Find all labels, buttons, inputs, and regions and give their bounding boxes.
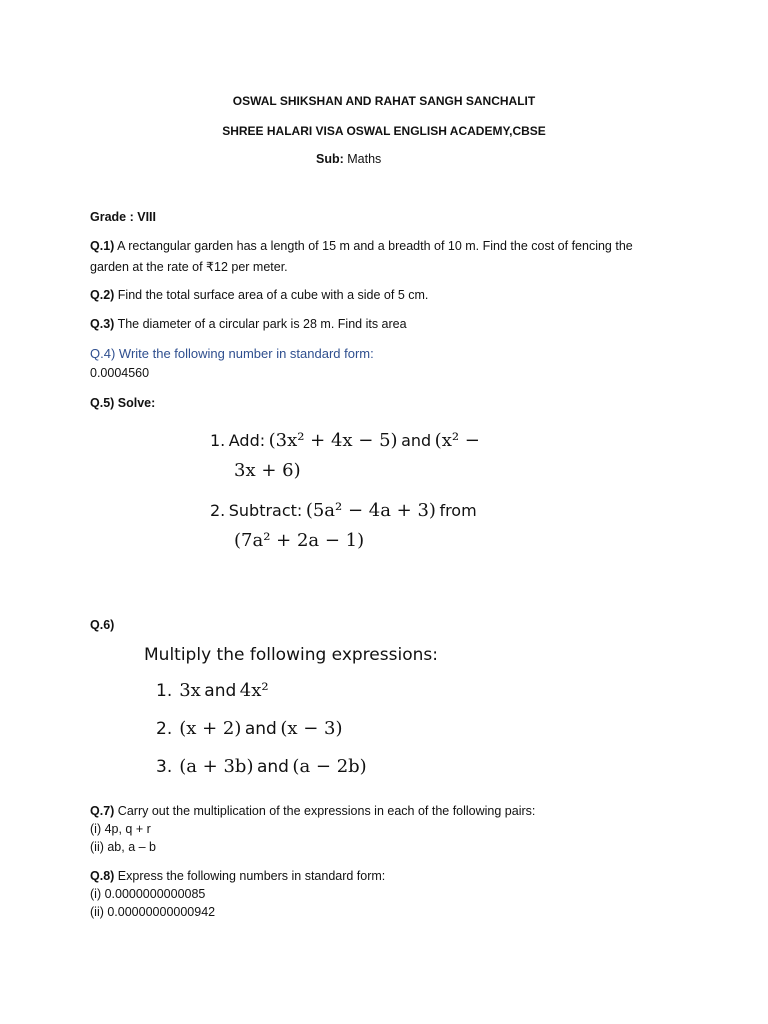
q1-text-line2: garden at the rate of ₹12 per meter. [90,260,288,274]
q6-item-2-conj: and [244,719,277,739]
q6-item-2-number: 2. [156,719,173,739]
q5-item-2-number: 2. [210,501,226,520]
q6-item-1 [156,680,269,701]
q6-title: Multiply the following expressions: [144,645,438,665]
subject-line [316,152,381,166]
q7-number: Q.7) [90,804,115,818]
q5-item-2-line1 [210,500,477,521]
q5-item-1-expr2a: (x² − [434,430,480,451]
school-name: SHREE HALARI VISA OSWAL ENGLISH ACADEMY,CBSE [222,124,546,138]
q6-item-3 [156,756,367,777]
q3-text: The diameter of a circular park is 28 m. Find its area [117,317,407,331]
q5-item-1-number: 1. [210,431,226,450]
q5-item-2-expr2: (7a² + 2a − 1) [234,530,365,551]
grade-label: Grade : VIII [90,210,156,224]
question-7 [90,804,535,818]
q5-item-1-conj: and [401,431,432,450]
question-3 [90,317,407,331]
question-4 [90,346,374,361]
q1-text-line1: A rectangular garden has a length of 15 m and a breadth of 10 m. Find the cost of fencing the [117,239,633,253]
q6-item-3-conj: and [256,757,289,777]
q6-expressions-image [140,640,520,790]
q8-number: Q.8) [90,869,115,883]
q1-number: Q.1) [90,239,115,253]
q6-item-2 [156,718,343,739]
school-trust-name: OSWAL SHIKSHAN AND RAHAT SANGH SANCHALIT [232,94,536,108]
question-8 [90,869,385,883]
subject-label: Sub: [316,152,344,166]
q6-item-2-b: (x − 3) [280,718,343,739]
q3-number: Q.3) [90,317,115,331]
subject-value: Maths [347,152,382,166]
q6-number: Q.6) [90,618,115,632]
q8-part-2: (ii) 0.00000000000942 [90,905,216,919]
q8-part-1: (i) 0.0000000000085 [90,887,206,901]
q5-item-1-expr2b: 3x + 6) [234,460,301,481]
q5-number: Q.5) Solve: [90,396,156,410]
q7-part-1: (i) 4p, q + r [90,822,151,836]
q6-item-1-a: 3x [179,680,201,701]
q2-number: Q.2) [90,288,115,302]
q5-item-1-line1 [210,430,480,451]
q6-item-1-b: 4x² [239,680,269,701]
q5-item-1-verb: Add: [228,431,266,450]
q6-item-3-b: (a − 2b) [292,756,367,777]
question-1 [90,239,633,253]
q6-item-3-number: 3. [156,757,173,777]
q6-item-2-a: (x + 2) [179,718,242,739]
q5-expressions-image [172,420,480,560]
q4-number: Q.4) [90,346,116,361]
q7-text: Carry out the multiplication of the expressions in each of the following pairs: [117,804,536,818]
q5-item-2-verb: Subtract: [228,501,303,520]
q7-part-2: (ii) ab, a – b [90,840,157,854]
q2-text: Find the total surface area of a cube with a side of 5 cm. [117,288,429,302]
q6-item-3-a: (a + 3b) [179,756,254,777]
q6-item-1-number: 1. [156,681,173,701]
q5-item-2-expr1: (5a² − 4a + 3) [305,500,436,521]
q5-item-1-expr1: (3x² + 4x − 5) [268,430,398,451]
q4-text: Write the following number in standard form: [118,346,374,361]
q8-text: Express the following numbers in standard form: [117,869,386,883]
q4-value: 0.0004560 [90,366,150,380]
q5-item-2-conj: from [439,501,477,520]
question-2 [90,288,428,302]
q6-item-1-conj: and [204,681,237,701]
